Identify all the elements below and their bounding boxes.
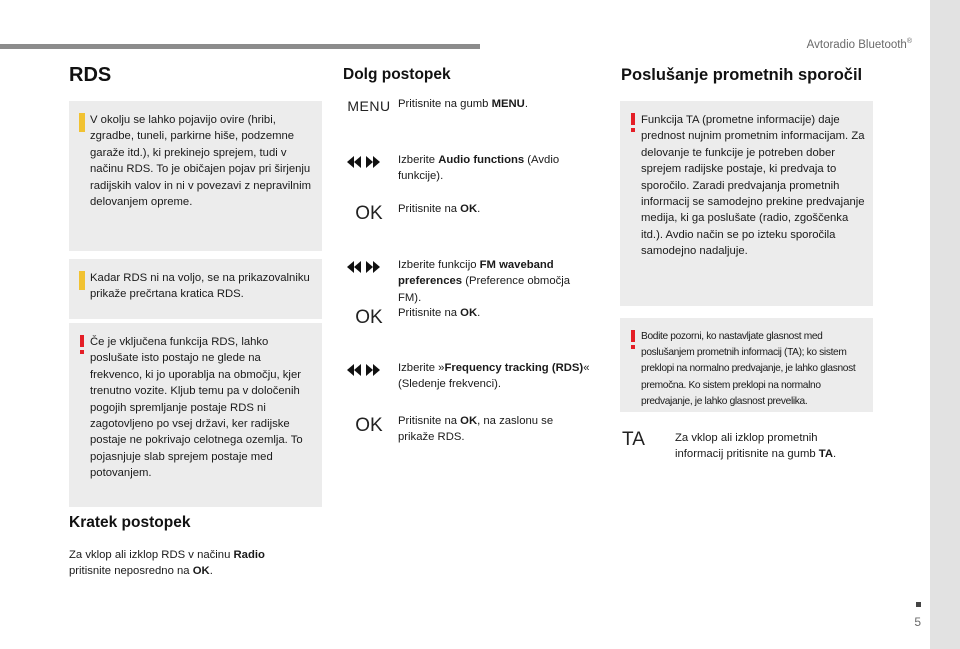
side-strip — [930, 0, 960, 649]
ok-button-icon: OK — [355, 415, 383, 436]
poslusanje-heading: Poslušanje prometnih sporočil — [621, 66, 863, 84]
header-title: Avtoradio Bluetooth® — [806, 38, 912, 51]
left-right-arrows-icon — [345, 155, 393, 169]
ta-warning-box-1 — [620, 101, 873, 306]
warning-marker-icon — [630, 330, 636, 349]
rds-warning-text: Če je vključena funkcija RDS, lahko poslušate isto postajo ne glede na frekvenco, ki jo uporablja na območju, kjer trenutno vozite. Kljub temu pa v določenih pogojih spremljanje postaje RDS ni zagotovljeno po vsej državi, ker radijske postaje ne pokrivajo celotnega ozemlja. To pojasnjuje slab sprejem postaje med potovanjem. — [90, 336, 303, 480]
kratek-text: Za vklop ali izklop RDS v načinu Radio pritisnite neposredno na OK. — [69, 549, 265, 578]
ok-button-icon: OK — [355, 203, 383, 224]
rds-info-1-text: V okolju se lahko pojavijo ovire (hribi, zgradbe, tuneli, parkirne hiše, podzemne garaže itd.), ki prekinejo sprejem, tudi v načinu RDS. To je običajen pojav pri širjenju radijskih valov in ni v povezavi z nepravilnim delovanjem opreme. — [90, 114, 312, 209]
dolg-heading: Dolg postopek — [343, 66, 451, 83]
page-number: 5 — [914, 602, 921, 629]
ok-button-icon: OK — [355, 307, 383, 328]
top-rule — [0, 44, 480, 49]
rds-info-2-text: Kadar RDS ni na voljo, se na prikazovalniku prikaže prečrtana kratica RDS. — [90, 272, 310, 301]
rds-info-box-1 — [69, 101, 322, 251]
rds-warning-box — [69, 323, 322, 507]
ta-warning-box-2 — [620, 318, 873, 412]
warning-marker-icon — [79, 335, 85, 354]
page-dot — [916, 602, 921, 607]
menu-button-icon: MENU — [347, 98, 391, 114]
kratek-heading: Kratek postopek — [69, 514, 191, 531]
info-marker-icon — [79, 271, 85, 290]
rds-info-box-2 — [69, 259, 322, 319]
ta-button-icon: TA — [622, 429, 645, 450]
ta-text: Za vklop ali izklop prometnih informacij pritisnite na gumb TA. — [675, 432, 837, 461]
ta-warning-1-text: Funkcija TA (prometne informacije) daje prednost nujnim prometnim informacijam. Za delovanje te funkcije je potreben dober sprejem radijske postaje, ki predvaja to sporočilo. Zaradi predvajanja prometnih informacij se samodejno prekine predvajanje medija, ki ga poslušate (radio, zgoščenka itd.). Avdio način se po izteku sporočila samodejno nadaljuje. — [641, 114, 865, 258]
warning-marker-icon — [630, 113, 636, 132]
info-marker-icon — [79, 113, 85, 132]
left-right-arrows-icon — [345, 363, 393, 377]
rds-heading: RDS — [69, 64, 112, 86]
left-right-arrows-icon — [345, 260, 393, 274]
ta-warning-2-text: Bodite pozorni, ko nastavljate glasnost med poslušanjem prometnih informacij (TA); ko sistem preklopi na normalno predvajanje, je lahko glasnost premočna. Ko sistem preklopi na normalno predvajanje, je lahko glasnost prevelika. — [641, 331, 856, 407]
